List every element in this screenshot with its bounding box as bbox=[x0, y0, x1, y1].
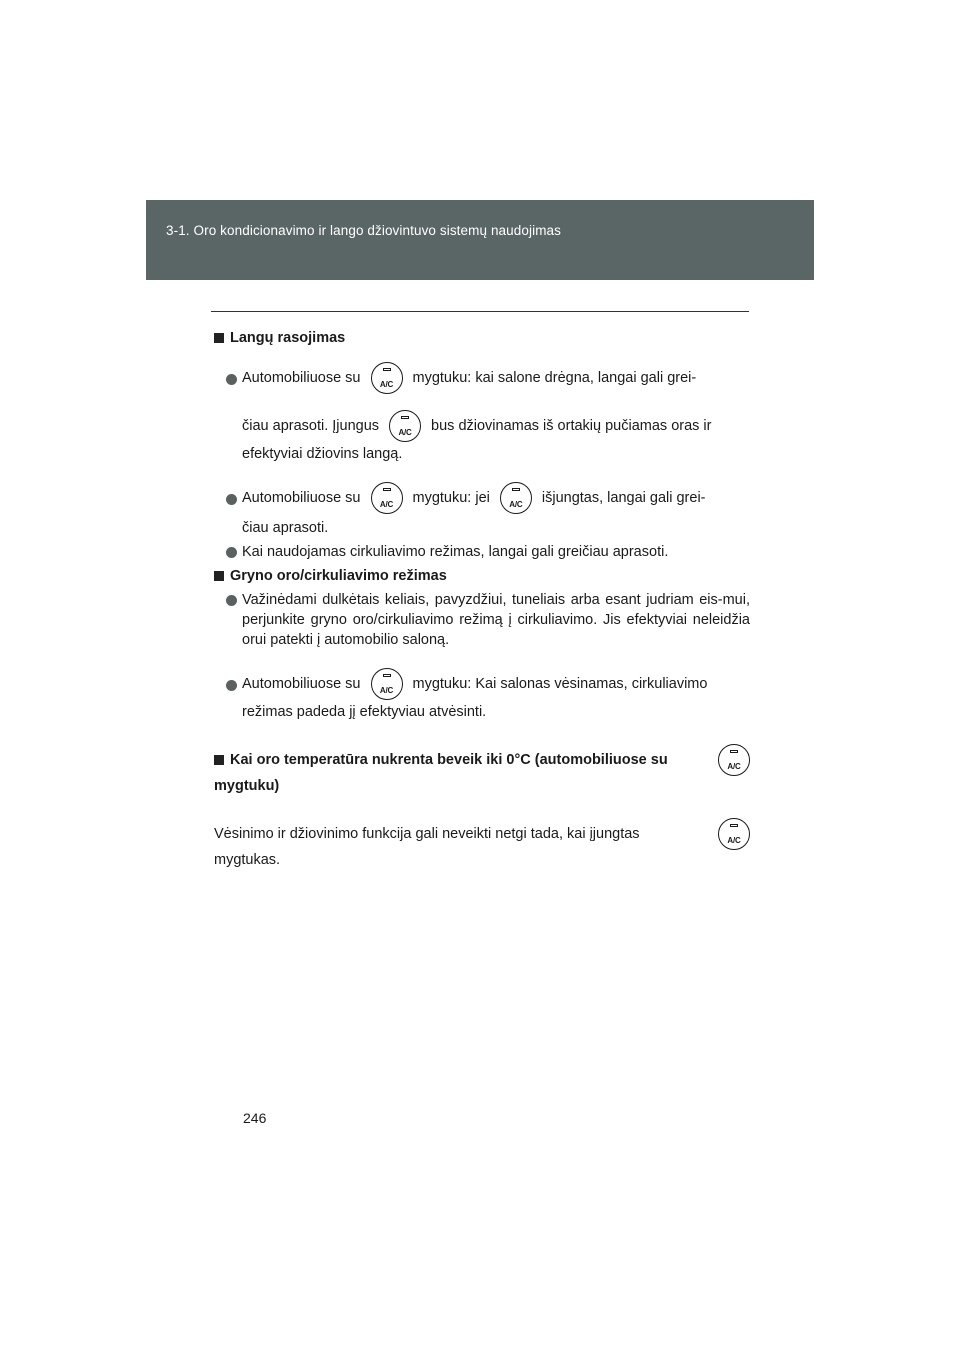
section-header-bar bbox=[146, 200, 814, 280]
divider-rule bbox=[211, 311, 749, 312]
ac-button-icon: A/C bbox=[371, 362, 403, 394]
bullet-dot-icon bbox=[226, 374, 237, 385]
section-header-title: 3-1. Oro kondicionavimo ir lango džiovintuvo sistemų naudojimas bbox=[166, 223, 561, 238]
bullet-dot-icon bbox=[226, 680, 237, 691]
paragraph: Vėsinimo ir džiovinimo funkcija gali neveikti netgi tada, kai įjungtas A/C mygtukas. bbox=[214, 810, 750, 870]
page-content bbox=[214, 328, 750, 870]
square-bullet-icon bbox=[214, 333, 224, 343]
list-item: Automobiliuose su A/C mygtuku: jei A/C išjungtas, langai gali grei- čiau aprasoti. bbox=[214, 474, 750, 542]
ac-button-icon: A/C bbox=[718, 818, 750, 850]
bullet-dot-icon bbox=[226, 494, 237, 505]
ac-button-icon: A/C bbox=[371, 668, 403, 700]
ac-button-icon: A/C bbox=[500, 482, 532, 514]
ac-button-icon: A/C bbox=[718, 744, 750, 776]
ac-button-icon: A/C bbox=[389, 410, 421, 442]
page-number: 246 bbox=[243, 1110, 267, 1126]
bullet-dot-icon bbox=[226, 595, 237, 606]
square-bullet-icon bbox=[214, 755, 224, 765]
bullet-dot-icon bbox=[226, 547, 237, 558]
ac-button-icon: A/C bbox=[371, 482, 403, 514]
section-heading: Kai oro temperatūra nukrenta beveik iki 0°C (automobiliuose su A/C mygtuku) bbox=[214, 736, 750, 798]
list-item: Kai naudojamas cirkuliavimo režimas, langai gali greičiau aprasoti. bbox=[214, 542, 750, 562]
section-heading: Gryno oro/cirkuliavimo režimas bbox=[214, 566, 750, 586]
square-bullet-icon bbox=[214, 571, 224, 581]
list-item: Automobiliuose su A/C mygtuku: Kai salonas vėsinamas, cirkuliavimo režimas padeda jį efektyviau atvėsinti. bbox=[214, 660, 750, 726]
list-item: Automobiliuose su A/C mygtuku: kai salone drėgna, langai gali grei- čiau aprasoti. Įjungus A/C bus džiovinamas iš ortakių pučiamas oras ir efektyviai džiovins langą. bbox=[214, 354, 750, 470]
list-item: Važinėdami dulkėtais keliais, pavyzdžiui, tuneliais arba esant judriam eis-mui, perjunkite gryno oro/cirkuliavimo režimą į cirkuliavimo. Jis efektyviai neleidžia orui patekti į automobilio saloną. bbox=[214, 590, 750, 650]
section-heading: Langų rasojimas bbox=[214, 328, 750, 348]
